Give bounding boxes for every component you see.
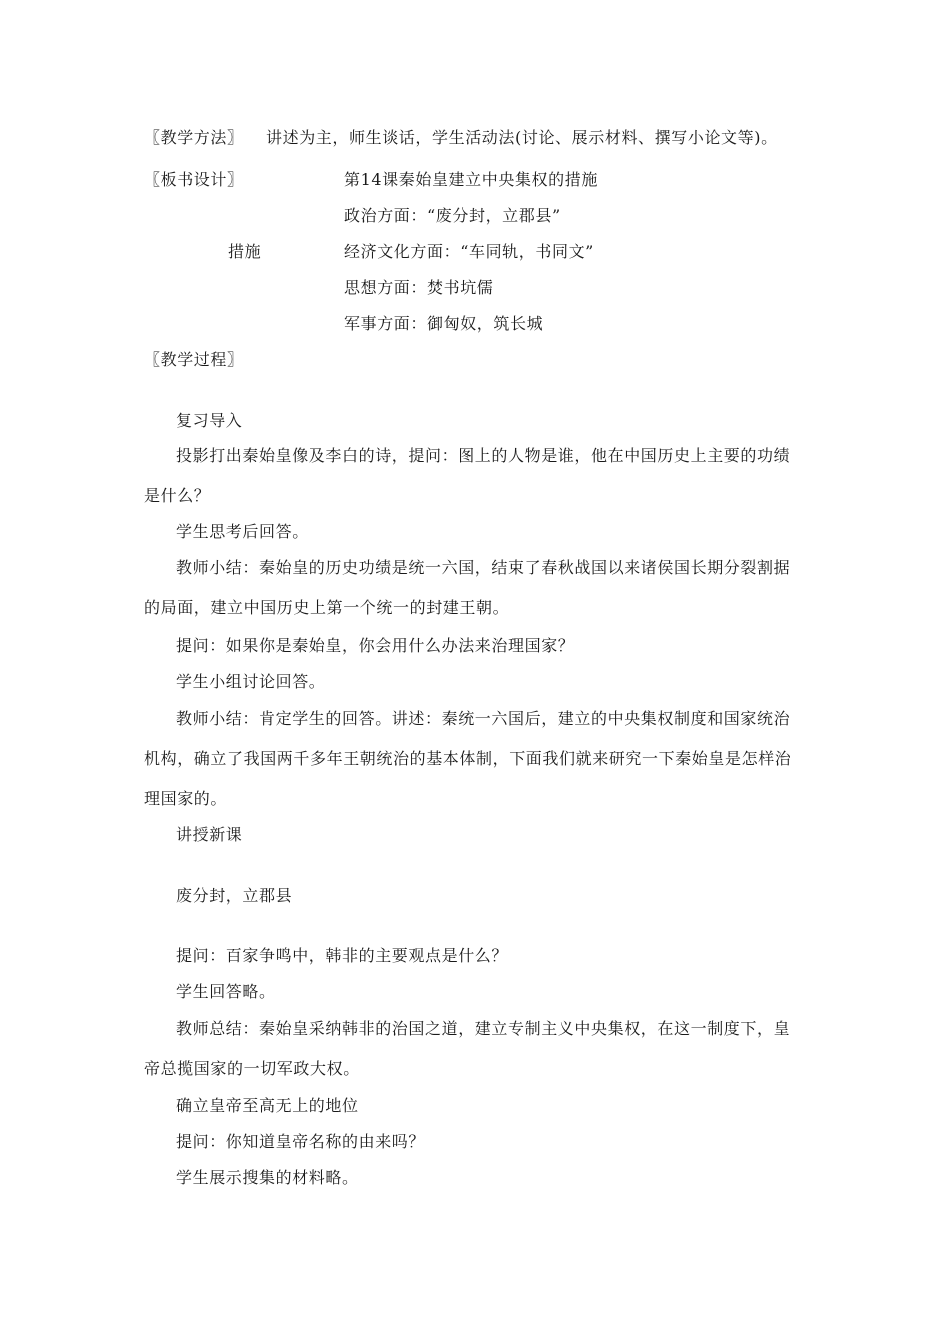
paragraph-line: 教师小结：肯定学生的回答。讲述：秦统一六国后，建立的中央集权制度和国家统治 — [176, 709, 791, 728]
section-heading-new-lesson: 讲授新课 — [176, 825, 243, 844]
board-item-economic-cultural: 经济文化方面：“车同轨，书同文” — [344, 242, 594, 261]
paragraph-line: 提问：百家争鸣中，韩非的主要观点是什么？ — [176, 946, 509, 965]
paragraph-line: 机构，确立了我国两千多年王朝统治的基本体制，下面我们就来研究一下秦始皇是怎样治 — [144, 749, 792, 768]
paragraph-line: 是什么？ — [144, 486, 211, 505]
board-item-political: 政治方面：“废分封，立郡县” — [344, 206, 561, 225]
board-item-military: 军事方面：御匈奴，筑长城 — [344, 314, 544, 333]
board-title: 第14课秦始皇建立中央集权的措施 — [344, 170, 598, 189]
subsection-heading: 确立皇帝至高无上的地位 — [176, 1096, 359, 1115]
paragraph-line: 教师总结：秦始皇采纳韩非的治国之道，建立专制主义中央集权，在这一制度下，皇 — [176, 1019, 791, 1038]
paragraph-line: 学生回答略。 — [176, 982, 276, 1001]
paragraph-line: 教师小结：秦始皇的历史功绩是统一六国，结束了春秋战国以来诸侯国长期分裂割据 — [176, 558, 791, 577]
paragraph-line: 提问：如果你是秦始皇，你会用什么办法来治理国家？ — [176, 636, 575, 655]
paragraph-line: 投影打出秦始皇像及李白的诗，提问：图上的人物是谁，他在中国历史上主要的功绩 — [176, 446, 791, 465]
method-label: 〖教学方法〗 — [144, 128, 244, 147]
paragraph-line: 学生展示搜集的材料略。 — [176, 1168, 359, 1187]
board-item-ideological: 思想方面：焚书坑儒 — [344, 278, 494, 297]
paragraph-line: 的局面，建立中国历史上第一个统一的封建王朝。 — [144, 598, 510, 617]
process-label: 〖教学过程〗 — [144, 350, 244, 369]
board-side-label: 措施 — [228, 242, 262, 261]
board-label: 〖板书设计〗 — [144, 170, 244, 189]
section-heading-review: 复习导入 — [176, 411, 243, 430]
paragraph-line: 学生小组讨论回答。 — [176, 672, 326, 691]
paragraph-line: 学生思考后回答。 — [176, 522, 309, 541]
method-text: 讲述为主，师生谈话，学生活动法(讨论、展示材料、撰写小论文等)。 — [266, 128, 778, 147]
paragraph-line: 理国家的。 — [144, 789, 228, 808]
paragraph-line: 帝总揽国家的一切军政大权。 — [144, 1059, 360, 1078]
paragraph-line: 提问：你知道皇帝名称的由来吗？ — [176, 1132, 426, 1151]
subsection-heading: 废分封，立郡县 — [176, 886, 293, 905]
